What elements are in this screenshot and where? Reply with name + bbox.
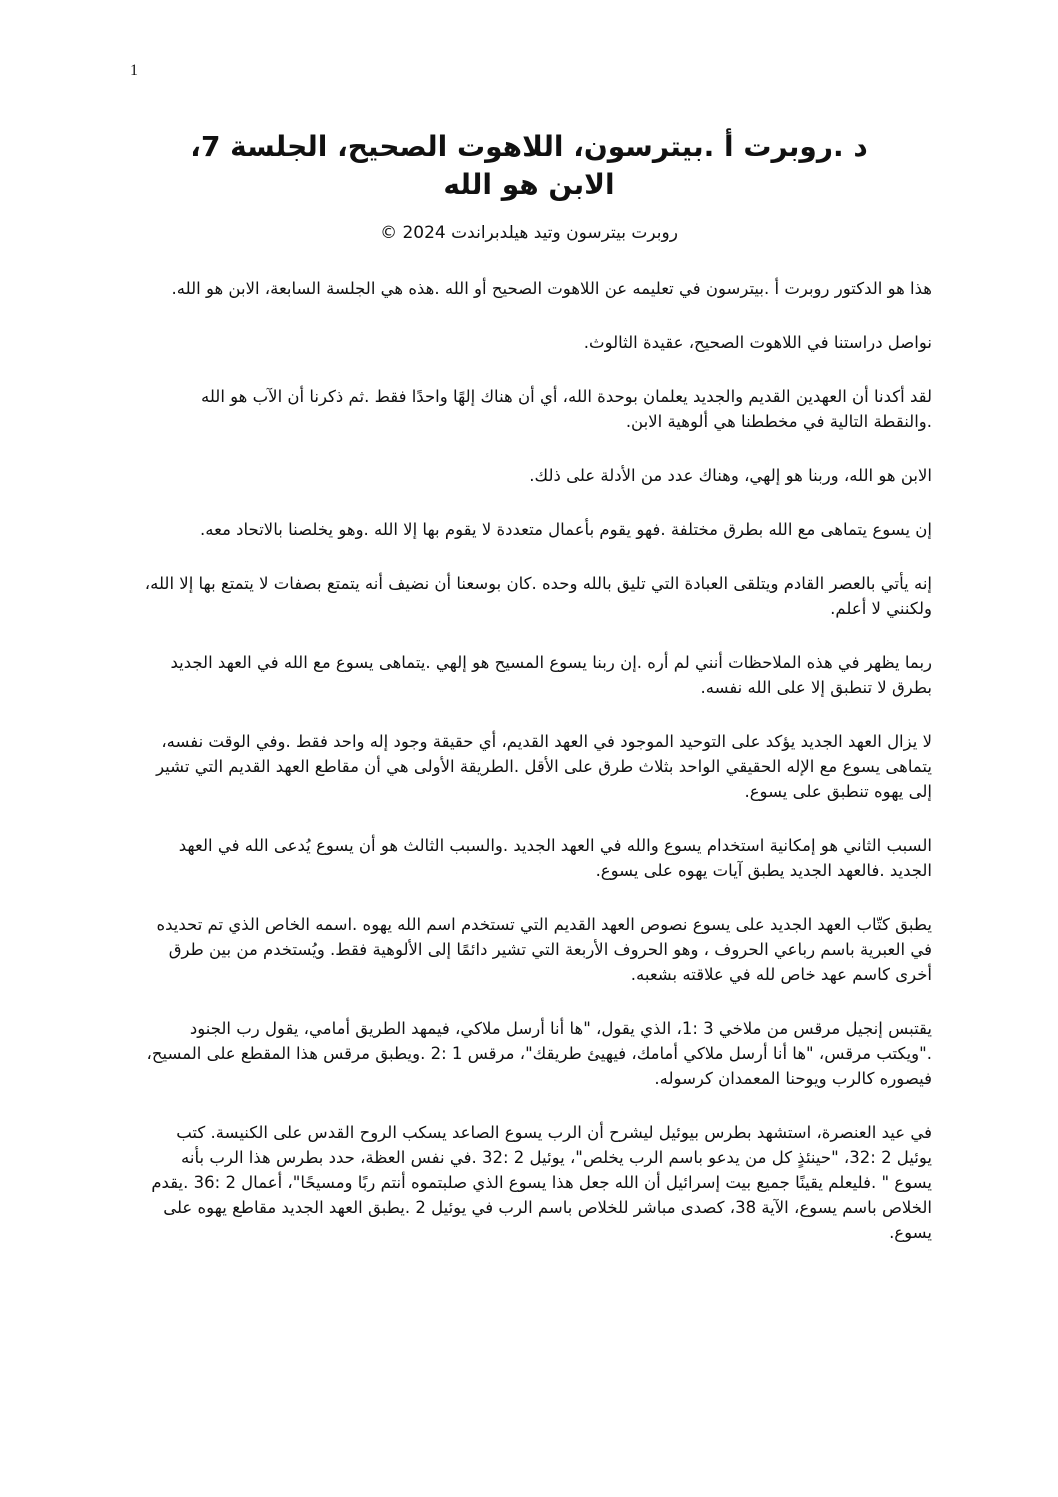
document-title bbox=[120, 128, 938, 204]
paragraph-3: لقد أكدنا أن العهدين القديم والجديد يعلمان بوحدة الله، أي أن هناك إلهًا واحدًا فقط .ثم ذكرنا أن الآب هو الله .والنقطة التالية في مخططنا هي ألوهية الابن. bbox=[200, 387, 932, 431]
paragraph-4: الابن هو الله، وربنا هو إلهي، وهناك عدد من الأدلة على ذلك. bbox=[529, 466, 932, 485]
paragraph-5: إن يسوع يتماهى مع الله بطرق مختلفة .فهو يقوم بأعمال متعددة لا يقوم بها إلا الله .وهو يخلصنا بالاتحاد معه. bbox=[200, 520, 932, 539]
copyright-line: روبرت بيترسون وتيد هيلدبراندت 2024 © bbox=[380, 223, 678, 243]
paragraph-10: يطبق كتّاب العهد الجديد على يسوع نصوص العهد القديم التي تستخدم اسم الله يهوه .اسمه الخاص الذي تم تحديده في العبرية باسم رباعي الحروف ، وهو الحروف الأربعة التي تشير دائمًا إلى الألوهية فقط. ويُستخدم من بين طرق أخرى كاسم عهد خاص لله في علاقته بشعبه. bbox=[156, 915, 932, 984]
paragraph-6: إنه يأتي بالعصر القادم ويتلقى العبادة التي تليق بالله وحده .كان بوسعنا أن نضيف أنه يتمتع بصفات لا يتمتع بها إلا الله، ولكنني لا أعلم. bbox=[144, 574, 932, 618]
paragraph-9: السبب الثاني هو إمكانية استخدام يسوع والله في العهد الجديد .والسبب الثالث هو أن يسوع يُدعى الله في العهد الجديد .فالعهد الجديد يطبق آيات يهوه على يسوع. bbox=[178, 836, 932, 880]
paragraph-12: في عيد العنصرة، استشهد بطرس بيوئيل ليشرح أن الرب يسوع الصاعد يسكب الروح القدس على الكنيسة. كتب يوئيل 2 :32، "حينئذٍ كل من يدعو باسم الرب يخلص"، يوئيل 2 :32 .في نفس العظة، حدد بطرس هذا الرب بأنه يسوع " .فليعلم يقينًا جميع بيت إسرائيل أن الله جعل هذا يسوع الذي صلبتموه أنتم ربًا ومسيحًا"، أعمال 2 :36 .يقدم الخلاص باسم يسوع، الآية 38، كصدى مباشر للخلاص باسم الرب في يوئيل 2 .يطبق العهد الجديد مقاطع يهوه على يسوع. bbox=[151, 1123, 932, 1242]
document-body bbox=[140, 276, 932, 1274]
page-number: 1 bbox=[130, 62, 138, 79]
paragraph-7: ربما يظهر في هذه الملاحظات أنني لم أره .إن ربنا يسوع المسيح هو إلهي .يتماهى يسوع مع الله في العهد الجديد بطرق لا تنطبق إلا على الله نفسه. bbox=[170, 653, 932, 697]
paragraph-11: يقتبس إنجيل مرقس من ملاخي 3 :1، الذي يقول، "ها أنا أرسل ملاكي، فيمهد الطريق أمامي، يقول رب الجنود ."ويكتب مرقس، "ها أنا أرسل ملاكي أمامك، فيهيئ طريقك"، مرقس 1 :2 .ويطبق مرقس هذا المقطع على المسيح، فيصوره كالرب ويوحنا المعمدان كرسوله. bbox=[146, 1019, 932, 1088]
paragraph-2: نواصل دراستنا في اللاهوت الصحيح، عقيدة الثالوث. bbox=[583, 333, 932, 352]
paragraph-1: هذا هو الدكتور روبرت أ .بيترسون في تعليمه عن اللاهوت الصحيح أو الله .هذه هي الجلسة السابعة، الابن هو الله. bbox=[171, 279, 932, 298]
title-line-1: د .روبرت أ .بيترسون، اللاهوت الصحيح، الجلسة 7، bbox=[190, 130, 868, 163]
title-line-2: الابن هو الله bbox=[443, 168, 615, 201]
paragraph-8: لا يزال العهد الجديد يؤكد على التوحيد الموجود في العهد القديم، أي حقيقة وجود إله واحد فقط .وفي الوقت نفسه، يتماهى يسوع مع الإله الحقيقي الواحد بثلاث طرق على الأقل .الطريقة الأولى هي أن مقاطع العهد القديم التي تشير إلى يهوه تنطبق على يسوع. bbox=[156, 732, 932, 801]
